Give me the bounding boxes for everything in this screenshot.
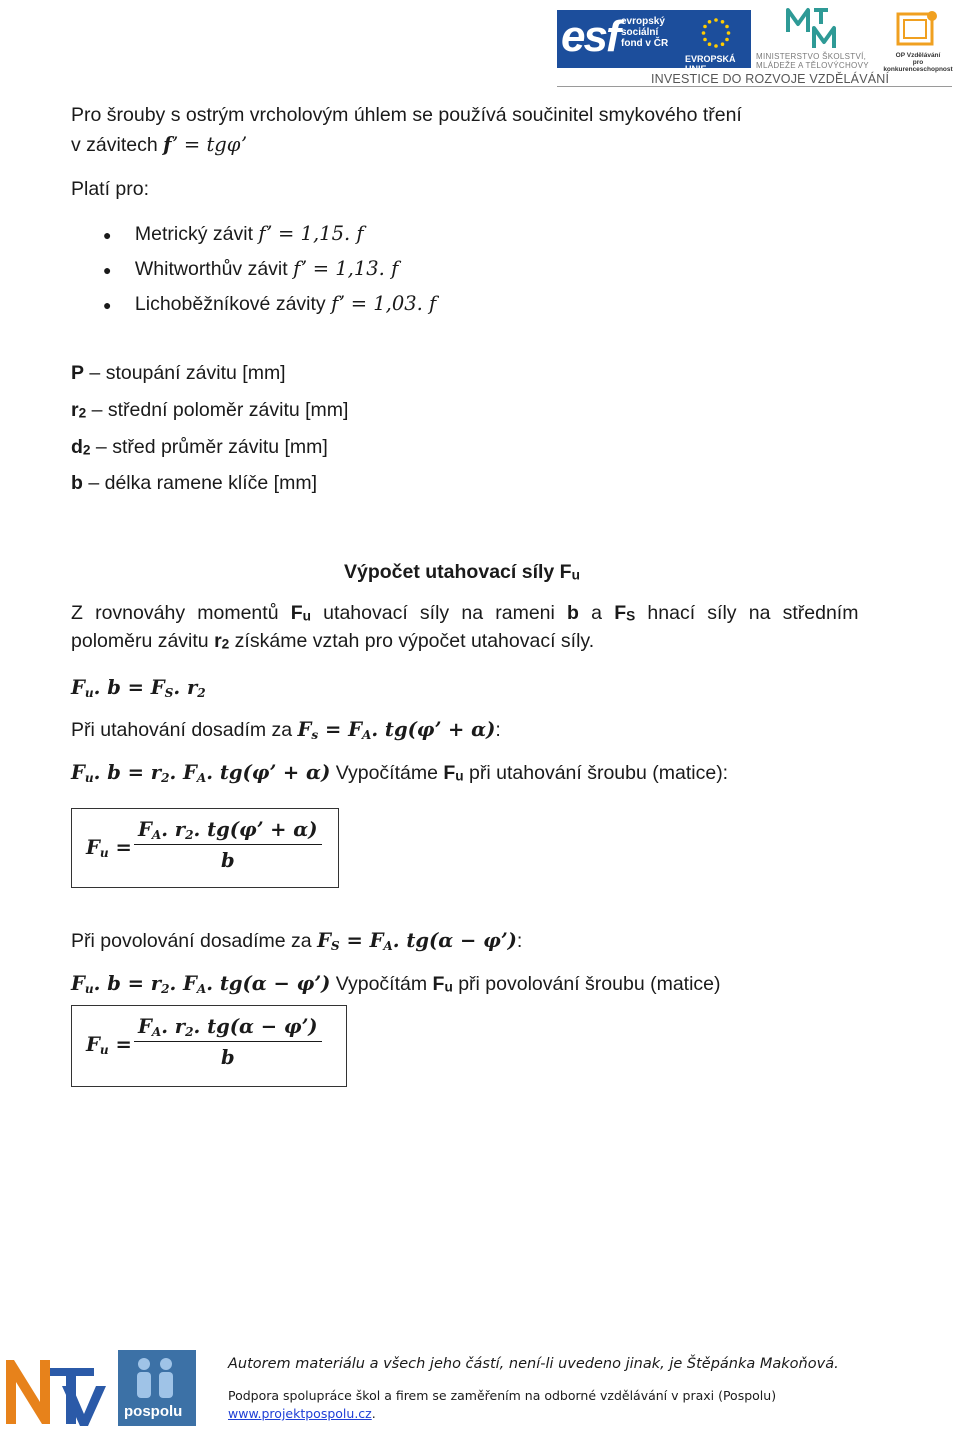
pospolu-word: pospolu [124,1403,183,1420]
definition-text: – délka ramene klíče [mm] [82,472,318,494]
equation-povolovani-fu: F [432,973,445,995]
footer-link-tail: . [371,1406,376,1421]
esf-words [621,16,668,49]
paragraph-line-1-full [71,602,858,625]
fraction-denominator: b [220,849,235,872]
msmt-logo-icon [784,6,844,52]
header-rule [557,86,952,87]
fraction-numerator: $F_A$. $r_2$. tg(α − φʼ) [134,1015,322,1042]
footer-author: Autorem materiálu a všech jeho částí, není-li uvedeno jinak, je Štěpánka Makoňová. [228,1356,839,1372]
povolovani-lead: Při povolování dosadíme za [71,930,318,952]
definition-text: – stoupání závitu [mm] [84,362,286,384]
section-title [344,561,580,584]
esf-word-1: evropský [621,16,665,27]
utahovani-line [71,718,501,742]
bullet-dot-icon: ● [103,297,112,313]
definition-subscript: 2 [82,442,91,458]
footer-link[interactable]: www.projektpospolu.cz [228,1406,372,1421]
equation-povolovani-text: Vypočítám [330,973,433,995]
definition-symbol: b [71,472,83,494]
utahovani-tail: : [495,719,501,741]
formula-box-utahovani [71,808,339,888]
intro-line-2 [71,133,247,157]
fraction-numerator: $F_A$. $r_2$. tg(φʼ + α) [134,818,322,845]
formula-box-povolovani [71,1005,347,1087]
ntv-logo-icon [0,1350,108,1430]
equation-utahovani-text: Vypočítáme [330,762,444,784]
investice-text: INVESTICE DO ROZVOJE VZDĚLÁVÁNÍ [651,72,890,86]
bullet-item-lichobeznikove [103,292,436,316]
bullet-item-metricky [103,222,364,246]
equation-utahovani-fu: F [443,762,456,784]
intro-line-2-text: v závitech [71,134,164,156]
op-logo-icon [892,8,940,50]
definition-subscript: 2 [78,405,87,421]
eu-flag-icon [685,14,747,52]
bullet-label: Metrický závit [134,223,259,245]
paragraph-r2-sub: 2 [221,636,230,652]
formula-box-fraction [134,818,322,872]
definition-symbol: P [71,362,85,384]
formula-box-fraction [134,1015,322,1069]
povolovani-math: $F_S = F_A$. tg(α − φʼ) [317,929,517,954]
op-line-2: pro konkurenceschopnost [883,59,953,73]
paragraph-b: b [567,602,579,624]
bullet-dot-icon: ● [103,227,112,243]
bullet-label: Whitworthův závit [134,258,294,280]
equation-moment-balance: $F_u$. $b = F_S$. $r_2$ [71,676,206,701]
plati-label: Platí pro: [71,178,150,200]
equation-povolovani-math: $F_u$. $b = r_2$. $F_A$. tg(α − φʼ) [71,972,331,997]
paragraph-fu-sub: u [302,608,311,624]
definition-r2 [71,399,348,422]
footer-support: Podpora spolupráce škol a firem se zaměřením na odborné vzdělávání v praxi (Pospolu) [228,1388,777,1403]
op-text [878,52,958,73]
equation-utahovani [71,761,728,785]
section-title-text: Výpočet utahovací síly F [344,561,572,583]
esf-word-3: fond v ČR [621,38,669,49]
paragraph-fu: F [290,602,303,624]
utahovani-math: $F_s = F_A$. tg(φʼ + α) [297,718,496,743]
utahovani-lead: Při utahování dosadím za [71,719,298,741]
definition-symbol: r [71,399,79,421]
paragraph-line-2 [71,630,594,653]
povolovani-tail: : [516,930,523,952]
equation-utahovani-fu-sub: u [455,768,464,784]
footer-link-line [228,1406,376,1421]
paragraph-text-5: poloměru závitu [71,630,215,652]
definition-d2 [71,436,328,459]
msmt-text [756,52,869,70]
definition-p [71,362,286,385]
equation-utahovani-text-2: při utahování šroubu (matice): [463,762,729,784]
bullet-math: fʼ = 1,15. f [258,222,364,245]
paragraph-text-6: získáme vztah pro výpočet utahovací síly. [229,630,595,652]
equation-povolovani-text-2: při povolování šroubu (matice) [452,973,721,995]
paragraph-text-4: hnací síly na středním [635,602,859,624]
equation-povolovani [71,972,721,996]
pospolu-logo [118,1350,196,1426]
povolovani-line [71,929,522,953]
bullet-label: Lichoběžníkové závity [134,293,332,315]
intro-line-1: Pro šrouby s ostrým vrcholovým úhlem se používá součinitel smykového tření [71,104,742,126]
bullet-dot-icon: ● [103,262,112,278]
equation-povolovani-fu-sub: u [444,979,453,995]
paragraph-fs-sub: S [626,608,636,624]
bullet-math: fʼ = 1,03. f [331,292,437,315]
msmt-line-2: MLÁDEŽE A TĚLOVÝCHOVY [756,61,869,70]
definition-text: – střed průměr závitu [mm] [90,436,328,458]
paragraph-text-3: a [578,602,615,624]
paragraph-text-2: utahovací síly na rameni [311,602,568,624]
bullet-math: fʼ = 1,13. f [293,257,399,280]
msmt-line-1: MINISTERSTVO ŠKOLSTVÍ, [756,52,867,61]
equation-utahovani-math: $F_u$. $b = r_2$. $F_A$. tg(φʼ + α) [71,761,331,786]
pospolu-figures-icon [132,1356,182,1400]
intro-f-symbol: f [163,133,172,156]
paragraph-text-1: Z rovnováhy momentů [71,602,291,624]
op-line-1: OP Vzdělávání [895,52,941,59]
esf-letters: esf [561,12,619,61]
intro-formula: ʼ = tgφʼ [171,133,247,156]
section-title-subscript: u [571,567,580,583]
bullet-item-whitworth [103,257,398,281]
definition-symbol: d [71,436,83,458]
paragraph-r2: r [214,630,222,652]
esf-word-2: sociální [621,27,659,38]
eu-words: EVROPSKÁ UNIE [685,54,736,74]
fraction-denominator: b [220,1046,235,1069]
definition-b [71,472,317,495]
paragraph-fs: F [614,602,627,624]
esf-logo [557,10,751,74]
formula-box-lhs: $F_u$ = [86,1033,132,1058]
definition-text: – střední poloměr závitu [mm] [86,399,349,421]
formula-box-lhs: $F_u$ = [86,836,132,861]
